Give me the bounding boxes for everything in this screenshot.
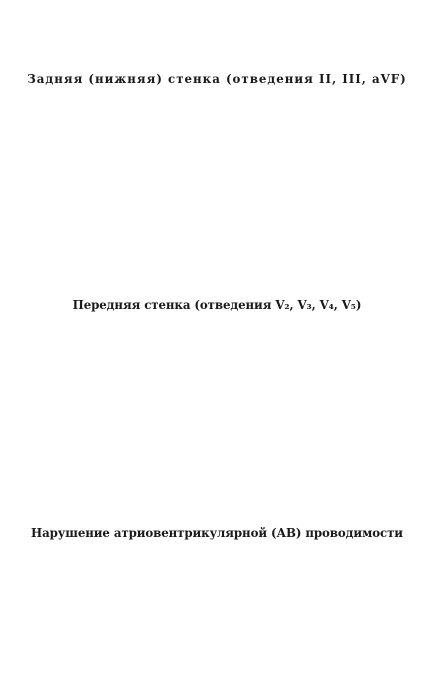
- section-heading-posterior-wall: Задняя (нижняя) стенка (отведения II, III, aVF): [27, 72, 407, 86]
- section-heading-anterior-wall: Передняя стенка (отведения V₂, V₃, V₄, V₅): [72, 298, 362, 312]
- section-heading-av-conduction: Нарушение атриовентрикулярной (АВ) проводимости: [31, 526, 403, 540]
